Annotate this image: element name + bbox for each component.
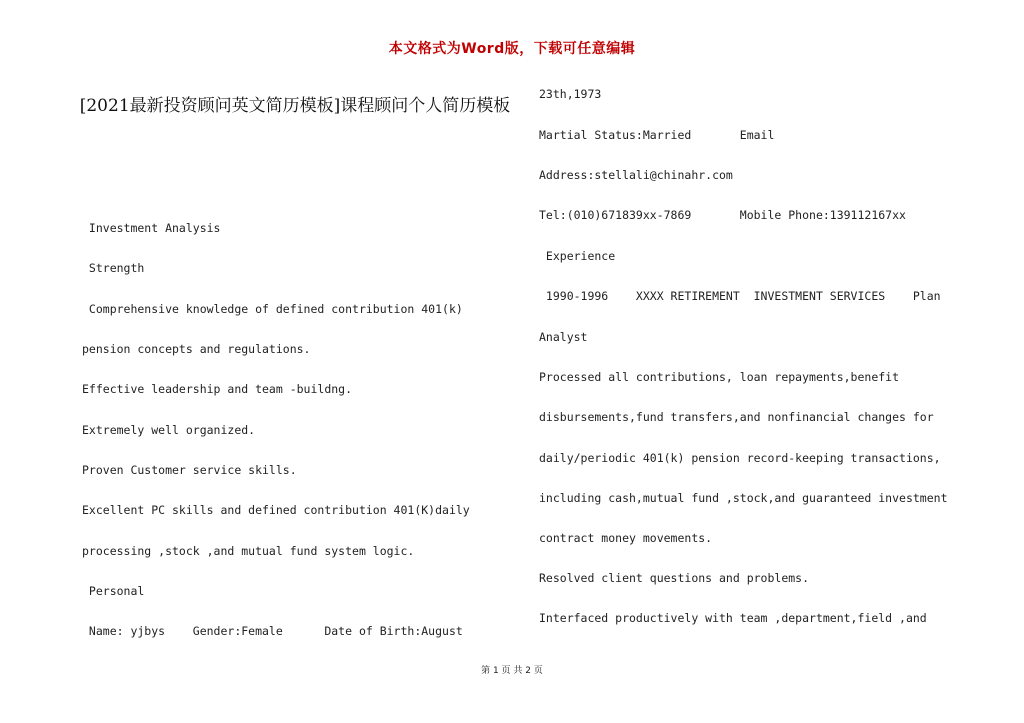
page-title: [2021最新投资顾问英文简历模板]课程顾问个人简历模板	[79, 96, 511, 116]
text-line: Experience	[539, 249, 616, 263]
text-line: processing ,stock ,and mutual fund system logic.	[82, 544, 415, 558]
text-line: Investment Analysis	[82, 221, 221, 235]
text-line: Proven Customer service skills.	[82, 463, 297, 477]
text-line: pension concepts and regulations.	[82, 342, 311, 356]
text-line: Tel:(010)671839xx-7869 Mobile Phone:139112167xx	[539, 208, 906, 222]
text-line: Interfaced productively with team ,department,field ,and	[539, 611, 927, 625]
text-line: Processed all contributions, loan repayments,benefit	[539, 370, 900, 384]
text-line: disbursements,fund transfers,and nonfinancial changes for	[539, 410, 934, 424]
text-line: Personal	[82, 584, 145, 598]
text-line: Effective leadership and team -buildng.	[82, 382, 353, 396]
text-line: Name: yjbys Gender:Female Date of Birth:August	[82, 624, 463, 638]
text-line: Resolved client questions and problems.	[539, 571, 810, 585]
text-line: contract money movements.	[539, 531, 713, 545]
text-line: Analyst	[539, 330, 588, 344]
text-line: Comprehensive knowledge of defined contribution 401(k)	[82, 302, 463, 316]
text-line: including cash,mutual fund ,stock,and guaranteed investment	[539, 491, 948, 505]
text-line: Strength	[82, 261, 145, 275]
text-line: 23th,1973	[539, 87, 602, 101]
text-line: Extremely well organized.	[82, 423, 256, 437]
page-number: 第 1 页 共 2 页	[481, 666, 543, 676]
word-format-banner: 本文格式为Word版，下载可任意编辑	[388, 41, 636, 57]
text-line: Martial Status:Married Email	[539, 128, 775, 142]
text-line: daily/periodic 401(k) pension record-keeping transactions,	[539, 451, 941, 465]
text-line: Excellent PC skills and defined contribution 401(K)daily	[82, 503, 470, 517]
text-line: 1990-1996 XXXX RETIREMENT INVESTMENT SERVICES Plan	[539, 289, 941, 303]
text-line: Address:stellali@chinahr.com	[539, 168, 733, 182]
